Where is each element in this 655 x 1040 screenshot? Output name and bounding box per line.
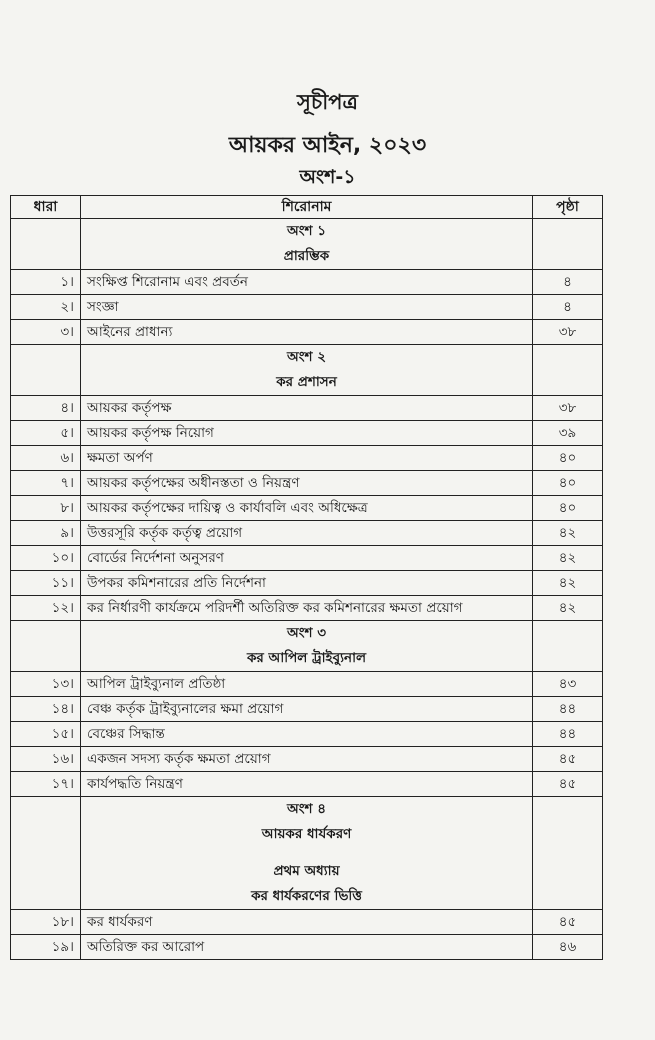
page-number: ৩৯ [533,421,603,446]
table-row [11,295,603,320]
section-title: বেঞ্চের সিদ্ধান্ত [81,722,533,747]
section-number: ১। [11,270,81,295]
page-number: ৪৬ [533,935,603,960]
column-header-section: ধারা [11,196,81,219]
section-title: বোর্ডের নির্দেশনা অনুসরণ [81,546,533,571]
table-row [11,697,603,722]
page-number: ৪২ [533,546,603,571]
section-number: ৩। [11,320,81,345]
section-number: ১৪। [11,697,81,722]
table-row [11,722,603,747]
part-heading-line: অংশ ১ [287,223,326,239]
part-heading-row [11,345,603,396]
empty-cell [11,219,81,270]
part-heading-line: অংশ ৪ [287,801,326,817]
section-number: ১২। [11,596,81,621]
page-number: ৩৮ [533,396,603,421]
section-number: ১৩। [11,672,81,697]
part-heading: অংশ-১ [299,166,356,188]
table-row [11,571,603,596]
section-title: আয়কর কর্তৃপক্ষ নিয়োগ [81,421,533,446]
part-heading-line: প্রারম্ভিক [283,248,330,264]
section-number: ১০। [11,546,81,571]
page-number: ৪২ [533,571,603,596]
page-number: ৪ [533,270,603,295]
page-number: ৪২ [533,521,603,546]
table-row [11,910,603,935]
table-row [11,521,603,546]
section-title: উপকর কমিশনারের প্রতি নির্দেশনা [81,571,533,596]
table-row [11,496,603,521]
part-heading-cell [81,345,533,396]
section-title: কার্যপদ্ধতি নিয়ন্ত্রণ [81,772,533,797]
table-row [11,270,603,295]
page-number: ৪৪ [533,722,603,747]
table-row [11,747,603,772]
part-heading-line: কর আপিল ট্রাইব্যুনাল [246,650,367,666]
section-number: ১৫। [11,722,81,747]
section-number: ১১। [11,571,81,596]
section-title: কর নির্ধারণী কার্যক্রমে পরিদর্শী অতিরিক্ত কর কমিশনারের ক্ষমতা প্রয়োগ [81,596,533,621]
part-heading-cell [81,219,533,270]
part-heading-line: প্রথম অধ্যায় [273,863,340,879]
empty-cell [11,797,81,910]
act-title: আয়কর আইন, ২০২৩ [228,133,427,158]
page-number: ৪০ [533,496,603,521]
part-heading-row [11,797,603,910]
spacer [87,847,526,859]
part-heading-line: অংশ ৩ [287,625,326,641]
section-number: ১৭। [11,772,81,797]
table-row [11,471,603,496]
part-heading-line: কর ধার্যকরণের ভিত্তি [251,888,362,904]
section-title: একজন সদস্য কর্তৃক ক্ষমতা প্রয়োগ [81,747,533,772]
table-row [11,596,603,621]
section-number: ৫। [11,421,81,446]
section-title: আইনের প্রাধান্য [81,320,533,345]
empty-cell [533,345,603,396]
table-row [11,546,603,571]
section-title: উত্তরসূরি কর্তৃক কর্তৃত্ব প্রয়োগ [81,521,533,546]
section-title: অতিরিক্ত কর আরোপ [81,935,533,960]
table-row [11,446,603,471]
table-row [11,320,603,345]
part-heading-row [11,219,603,270]
empty-cell [11,621,81,672]
section-number: ৭। [11,471,81,496]
section-number: ২। [11,295,81,320]
page-number: ৪৫ [533,747,603,772]
table-row [11,935,603,960]
empty-cell [533,797,603,910]
table-row [11,396,603,421]
column-header-title: শিরোনাম [81,196,533,219]
section-title: আয়কর কর্তৃপক্ষের দায়িত্ব ও কার্যাবলি এবং অধিক্ষেত্র [81,496,533,521]
table-row [11,421,603,446]
page-number: ৩৮ [533,320,603,345]
page-number: ৪৪ [533,697,603,722]
part-heading-line: অংশ ২ [287,349,326,365]
part-heading-cell [81,621,533,672]
section-number: ৪। [11,396,81,421]
section-number: ১৬। [11,747,81,772]
empty-cell [11,345,81,396]
page-number: ৪৫ [533,910,603,935]
column-header-page: পৃষ্ঠা [533,196,603,219]
section-title: আপিল ট্রাইব্যুনাল প্রতিষ্ঠা [81,672,533,697]
section-title: সংক্ষিপ্ত শিরোনাম এবং প্রবর্তন [81,270,533,295]
page-number: ৪৩ [533,672,603,697]
contents-heading: সূচীপত্র [297,90,358,114]
table-row [11,772,603,797]
table-header-row [11,196,603,219]
section-title: ক্ষমতা অর্পণ [81,446,533,471]
section-number: ১৯। [11,935,81,960]
part-heading-cell [81,797,533,910]
section-title: সংজ্ঞা [81,295,533,320]
section-number: ৯। [11,521,81,546]
page-number: ৪৫ [533,772,603,797]
part-heading-line: আয়কর ধার্যকরণ [261,826,352,842]
page-number: ৪২ [533,596,603,621]
section-title: আয়কর কর্তৃপক্ষ [81,396,533,421]
empty-cell [533,621,603,672]
section-title: বেঞ্চ কর্তৃক ট্রাইব্যুনালের ক্ষমা প্রয়োগ [81,697,533,722]
contents-table [10,195,603,960]
page-number: ৪০ [533,471,603,496]
contents-table-body [11,219,603,960]
section-number: ১৮। [11,910,81,935]
section-number: ৬। [11,446,81,471]
part-heading-line: কর প্রশাসন [276,374,337,390]
part-heading-row [11,621,603,672]
section-title: আয়কর কর্তৃপক্ষের অধীনস্ততা ও নিয়ন্ত্রণ [81,471,533,496]
section-title: কর ধার্যকরণ [81,910,533,935]
section-number: ৮। [11,496,81,521]
page-number: ৪ [533,295,603,320]
page-number: ৪০ [533,446,603,471]
empty-cell [533,219,603,270]
table-row [11,672,603,697]
